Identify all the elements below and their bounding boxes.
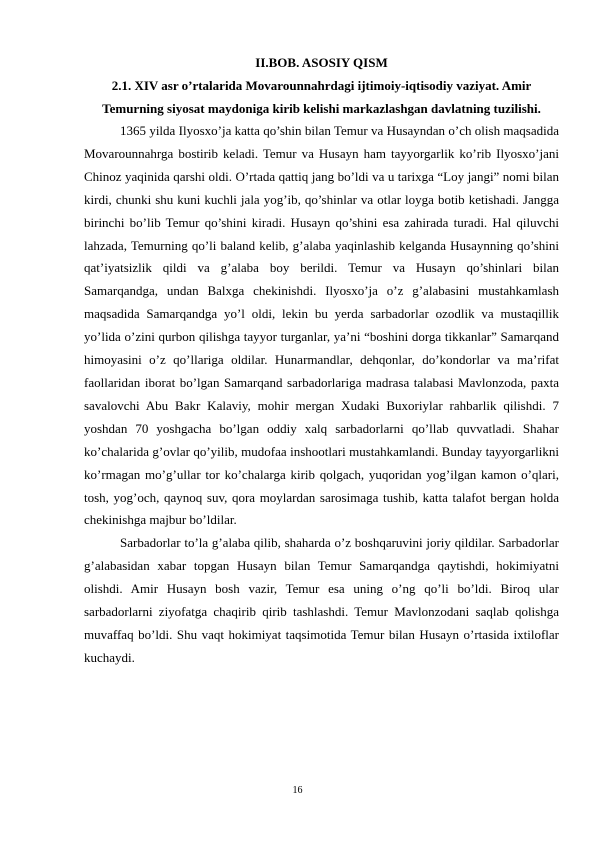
page-number: 16 — [292, 785, 303, 796]
chapter-heading: II.BOB. ASOSIY QISM — [255, 55, 388, 70]
document-page — [84, 52, 559, 670]
paragraph: 1365 yilda Ilyosxo’ja katta qo’shin bilan Temur va Husayndan o’ch olish maqsadida Movarounnahrga bostirib keladi. Temur va Husayn ham tayyorgarlik ko’rib Ilyosxo’jani Chinoz yaqinida qarshi oldi. O’rtada qattiq jang bo’ldi va u tarixga “Loy jangi” nomi bilan kirdi, chunki shu kuni kuchli jala yog’ib, qo’shinlar va otlar loyga botib ketishadi. Jangga birinchi bo’lib Temur qo’shini kiradi. Husayn qo’shini esa zahirada turadi. Hal qiluvchi lahzada, Temurning qo’li baland kelib, g’alaba yaqinlashib kelganda Husaynning qo’shini qat’iyatsizlik qildi va g’alaba boy berildi. Temur va Husayn qo’shinlari bilan Samarqandga, undan Balxga chekinishdi. Ilyosxo’ja o’z g’alabasini mustahkamlash maqsadida Samarqandga yo’l oldi, lekin bu yerda sarbadorlar ozodlik va mustaqillik yo’lida o’zini qurbon qilishga tayyor turganlar, ya’ni “boshini dorga tikkanlar” Samarqand himoyasini o’z qo’llariga oldilar. Hunarmandlar, dehqonlar, do’kondorlar va ma’rifat faollaridan iborat bo’lgan Samarqand sarbadorlariga madrasa talabasi Mavlonzoda, paxta savalovchi Abu Bakr Kalaviy, mohir mergan Xudaki Buxoriylar rahbarlik qilishdi. 7 yoshdan 70 yoshgacha bo’lgan oddiy xalq sarbadorlarni qo’llab quvvatladi. Shahar ko’chalarida g’ovlar qo’yilib, mudofaa inshootlari mustahkamlandi. Bunday tayyorgarlikni ko’rmagan mo’g’ullar tor ko’chalarga kirib qolgach, yuqoridan yog’ilgan kamon o’qlari, tosh, yog’och, qaynoq suv, qora moylardan sarosimaga tushib, katta talafot bergan holda chekinishga majbur bo’ldilar. — [84, 123, 559, 528]
paragraph: Sarbadorlar to’la g’alaba qilib, shaharda o’z boshqaruvini joriy qildilar. Sarbadorlar g’alabasidan xabar topgan Husayn bilan Temur Samarqandga qaytishdi, hokimiyatni olishdi. Amir Husayn bosh vazir, Temur esa uning o’ng qo’li bo’ldi. Biroq ular sarbadorlarni ziyofatga chaqirib qirib tashlashdi. Temur Mavlonzodani saqlab qolishga muvaffaq bo’ldi. Shu vaqt hokimiyat taqsimotida Temur bilan Husayn o’rtasida ixtiloflar kuchaydi. — [84, 535, 559, 665]
section-title: 2.1. XIV asr o’rtalarida Movarounnahrdagi ijtimoiy-iqtisodiy vaziyat. Amir Temurning siyosat maydoniga kirib kelishi markazlashgan davlatning tuzilishi. — [102, 78, 541, 116]
